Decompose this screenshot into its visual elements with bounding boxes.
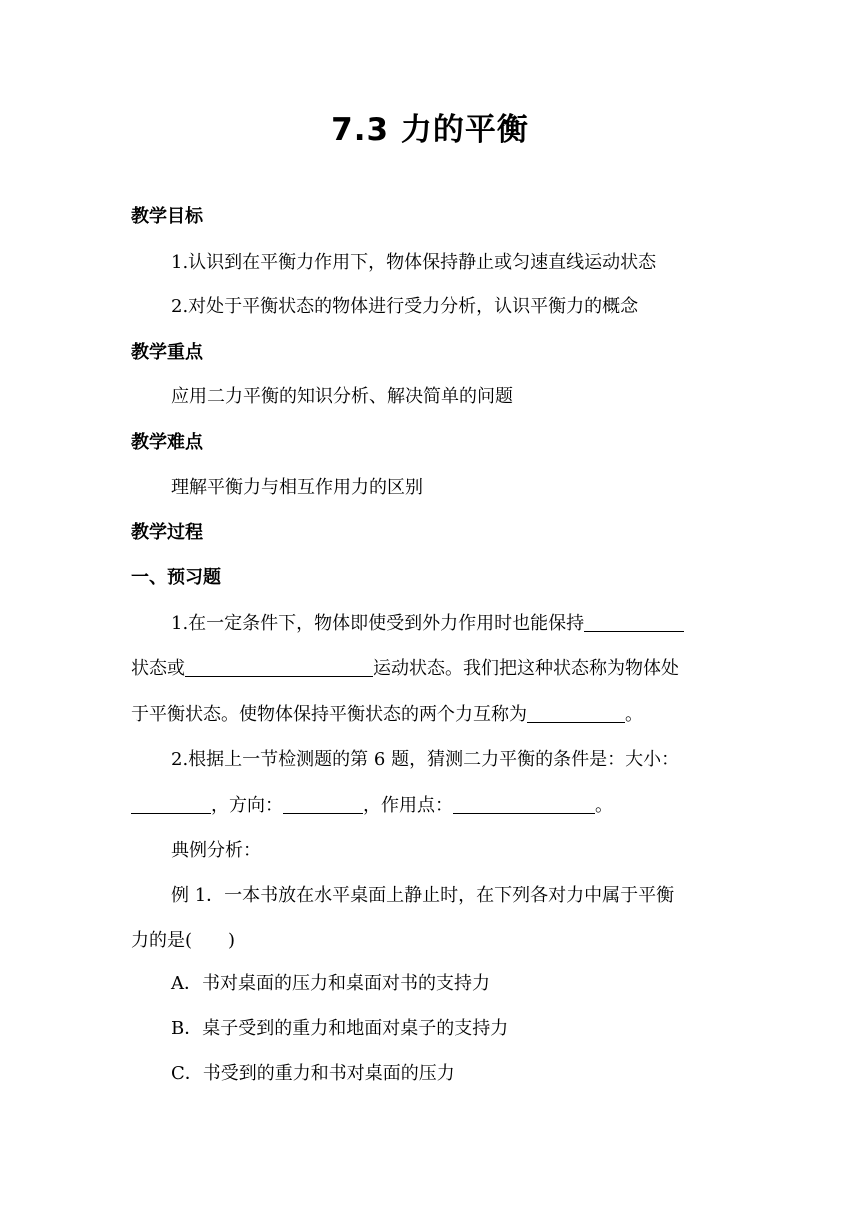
- answer-blank: [283, 795, 363, 814]
- answer-blank: [527, 704, 625, 723]
- question-1-line-2: [131, 657, 731, 681]
- page-title: 7.3 力的平衡: [331, 112, 529, 148]
- question-1-text-e: 。: [625, 704, 643, 725]
- answer-blank: [453, 795, 595, 814]
- heading-difficult-points: 教学难点: [131, 432, 203, 453]
- question-1-line-3: [131, 703, 731, 727]
- goal-item-2: 2.对处于平衡状态的物体进行受力分析，认识平衡力的概念: [171, 296, 639, 317]
- example-1-text-b: 力的是(: [131, 930, 193, 951]
- answer-blank: [131, 795, 211, 814]
- heading-teaching-goals: 教学目标: [131, 206, 203, 227]
- heading-teaching-process: 教学过程: [131, 522, 203, 543]
- example-1-line-1: 例 1．一本书放在水平桌面上静止时，在下列各对力中属于平衡: [171, 885, 675, 906]
- heading-preview-questions: 一、预习题: [131, 567, 221, 588]
- question-2-text-b: ，方向：: [211, 795, 283, 816]
- option-b: B．桌子受到的重力和地面对桌子的支持力: [171, 1018, 509, 1039]
- answer-blank: [584, 613, 684, 632]
- question-2-text-c: ，作用点：: [363, 795, 453, 816]
- question-1-text-c: 运动状态。我们把这种状态称为物体处: [373, 658, 679, 679]
- question-2-text-d: 。: [595, 795, 613, 816]
- question-1-line-1: [171, 612, 731, 636]
- example-heading: 典例分析：: [171, 840, 261, 861]
- key-point-1: 应用二力平衡的知识分析、解决简单的问题: [171, 386, 513, 407]
- difficult-point-1: 理解平衡力与相互作用力的区别: [171, 477, 423, 498]
- question-2-line-1: 2.根据上一节检测题的第 6 题，猜测二力平衡的条件是：大小：: [171, 749, 680, 770]
- heading-key-points: 教学重点: [131, 342, 203, 363]
- example-1-line-2: [131, 929, 731, 953]
- question-1-text-d: 于平衡状态。使物体保持平衡状态的两个力互称为: [131, 704, 527, 725]
- example-1-text-c: ): [228, 930, 236, 951]
- option-c: C．书受到的重力和书对桌面的压力: [171, 1063, 455, 1084]
- question-2-line-2: [131, 794, 731, 818]
- question-1-text-b: 状态或: [131, 658, 185, 679]
- answer-blank: [185, 658, 373, 677]
- option-a: A．书对桌面的压力和桌面对书的支持力: [171, 973, 490, 994]
- question-1-text-a: 1.在一定条件下，物体即使受到外力作用时也能保持: [171, 613, 585, 634]
- goal-item-1: 1.认识到在平衡力作用下，物体保持静止或匀速直线运动状态: [171, 252, 657, 273]
